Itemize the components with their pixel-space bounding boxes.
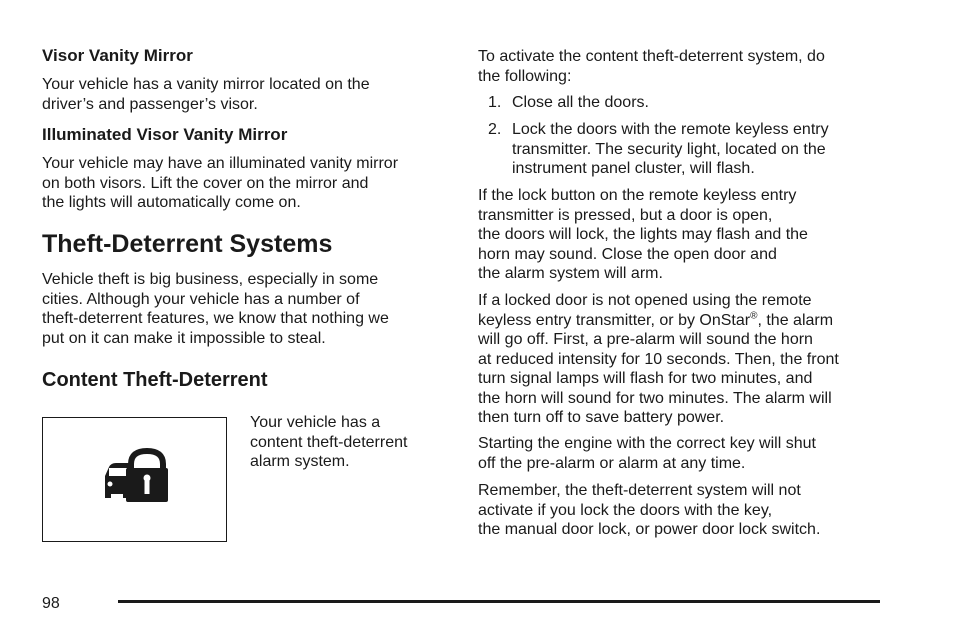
reminder-paragraph: Remember, the theft-deterrent system will not activate if you lock the doors with the key, the manual door lock, or power door lock switch. [478, 482, 821, 538]
footer-rule [118, 600, 880, 603]
visor-mirror-heading: Visor Vanity Mirror [42, 46, 193, 65]
security-light-figure [42, 417, 227, 542]
engine-start-paragraph: Starting the engine with the correct key will shut off the pre-alarm or alarm at any time. [478, 435, 816, 472]
page-number: 98 [42, 595, 60, 612]
activation-intro: To activate the content theft-deterrent system, do the following: [478, 48, 825, 85]
visor-mirror-text: Your vehicle has a vanity mirror located on the driver’s and passenger’s visor. [42, 76, 370, 113]
lock-button-paragraph: If the lock button on the remote keyless entry transmitter is pressed, but a door is open, the doors will lock, the lights may flash and the horn may sound. Close the open door and the alarm system will arm. [478, 187, 808, 282]
figure-caption: Your vehicle has a content theft-deterrent alarm system. [250, 414, 408, 470]
theft-deterrent-intro: Vehicle theft is big business, especially in some cities. Although your vehicle has a number of theft-deterrent features, we know that nothing we put on it can make it impossible to steal. [42, 271, 389, 347]
theft-deterrent-heading: Theft-Deterrent Systems [42, 230, 333, 258]
content-theft-deterrent-heading: Content Theft-Deterrent [42, 369, 268, 391]
alarm-paragraph: If a locked door is not opened using the remote keyless entry transmitter, or by OnStar®, the alarm will go off. First, a pre-alarm will sound the horn at reduced intensity for 10 seconds. Then, the front turn signal lamps will flash for two minutes, and the horn will sound for two minutes. The alarm will then turn off to save battery power. [478, 292, 839, 426]
illuminated-mirror-heading: Illuminated Visor Vanity Mirror [42, 125, 288, 144]
illuminated-mirror-text: Your vehicle may have an illuminated vanity mirror on both visors. Lift the cover on the mirror and the lights will automatically come on. [42, 155, 399, 211]
car-padlock-icon [43, 418, 228, 543]
